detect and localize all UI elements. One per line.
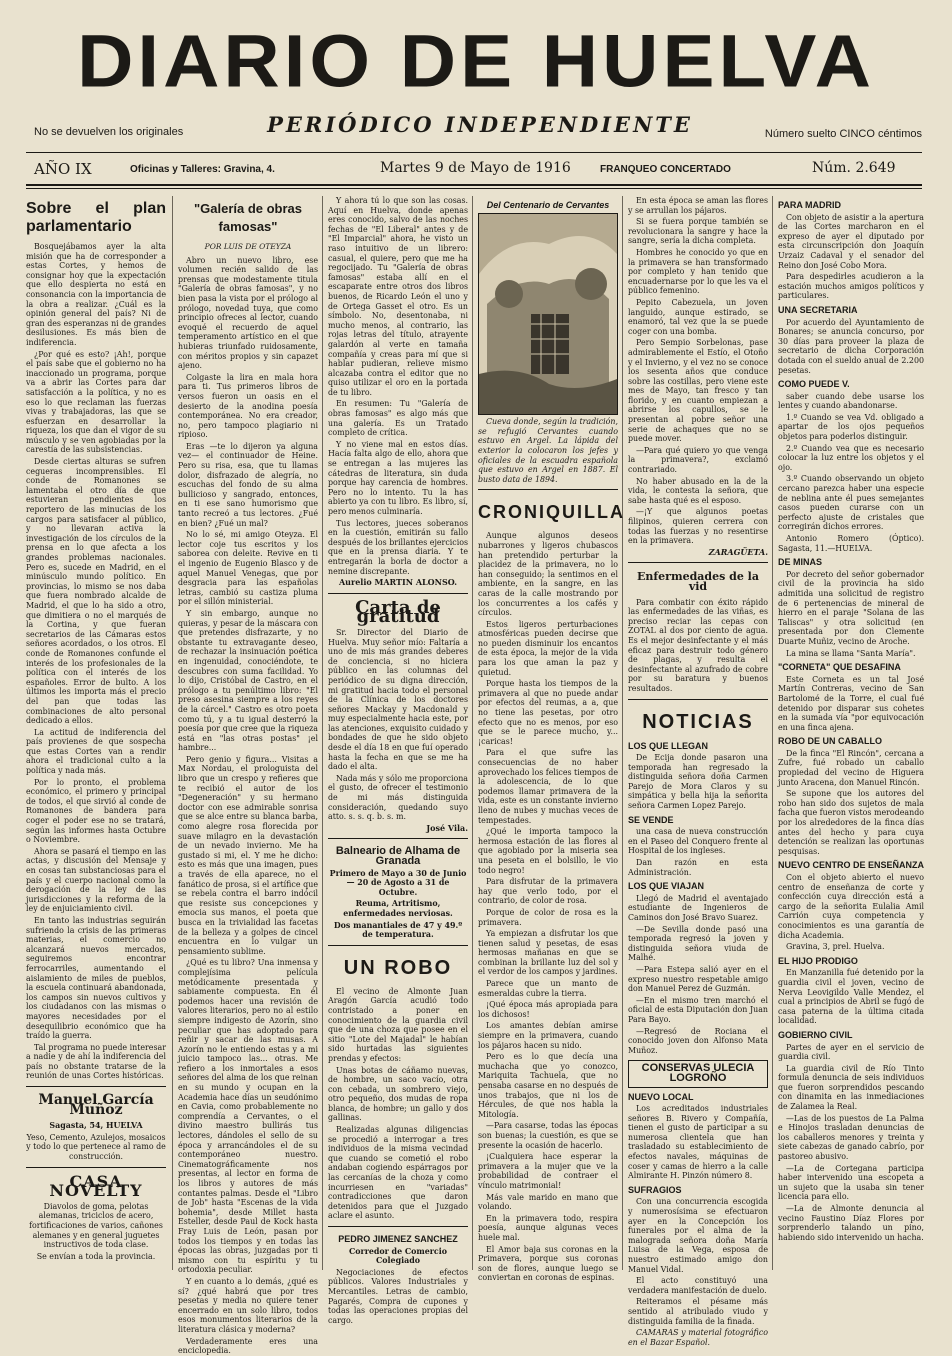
- paragraph: Se supone que los autores del robo han sido dos sujetos de mala facha que fueron vistos merodeando por los alrededores de la finca días antes del hecho y para cuya detención se realizan las oportunas pesquisas.: [778, 789, 924, 856]
- advert-subtitle: Corredor de Comercio Colegiado: [349, 1246, 447, 1266]
- column-6: [778, 196, 924, 1274]
- paragraph: Eras —te lo dijeron ya alguna vez— el continuador de Heine. Pero su risa, esa, que tu llamas dolor, disfrazado de alegría, no escuchas del fondo de su alma bullicioso y sangrado, entonces, en ti ese sano humorismo que tanto recreó a tus lectores. ¿Fué en bien? ¿Fué un mal?: [178, 441, 318, 528]
- paragraph: saber cuando debe usarse los lentes y cuando abandonarse.: [778, 391, 924, 411]
- paragraph: Gravina, 3, prel. Huelva.: [786, 942, 885, 952]
- paragraph: En resumen: Tu "Galería de obras famosas" es algo más que una galería. Es un Tratado completo de crítica.: [328, 399, 468, 438]
- paragraph: Para disfrutar de la primavera hay que verlo todo, por el contrario, de color de rosa.: [478, 877, 618, 906]
- section-title: UN ROBO: [343, 956, 453, 979]
- paragraph: De la finca "El Rincón", cercana a Zufre, fué robado un caballo propiedad del vecino de Higuera junto Aracena, don Manuel Rincón.: [778, 748, 924, 787]
- paragraph: La guardia civil de Río Tinto formula denuncia de seis individuos que fueron sorprendidos pescando con dinamita en las inmediaciones de Zalamea la Real.: [778, 1063, 924, 1112]
- paragraph: CAMARAS y material fotográfico en el Bazar Español.: [628, 1328, 768, 1347]
- paragraph: Con una concurrencia escogida y numerosísima se efectuaron ayer en la Concepción los funerales por el alma de la malograda señora doña María Luisa de la Vega, esposa de nuestro estimado amigo don Manuel Vidal.: [628, 1197, 768, 1274]
- paragraph: —De Sevilla donde pasó una temporada regresó la joven y distinguida señora viuda de Malhé.: [628, 924, 768, 963]
- subheading: LOS QUE VIAJAN: [628, 881, 705, 892]
- paragraph: Realizadas algunas diligencias se procedió a interrogar a tres individuos de la misma vecindad que cuando se cometió el robo andaban cogiendo espárragos por las cercanías de la choza y como incurriesen en "variadas" contradicciones que daron detenidos para que el Juzgado aclare el asunto.: [328, 1125, 468, 1221]
- advert-body: Dos manantiales de 47 y 49.º de temperatura.: [333, 920, 463, 940]
- header-rule-thin: [26, 188, 922, 189]
- paragraph: Porque de color de rosa es la primavera.: [478, 907, 618, 927]
- column-rule: [472, 196, 473, 1270]
- paragraph: —¡Y que algunos poetas filipinos, quieren cerrera con todas las fuerzas y no resentirse en la primavera.: [628, 507, 768, 546]
- paragraph: Para el que sufre las consecuencias de no haber aprovechado los felices tiempos de la adolescencia, de lo que podemos llamar primavera de la vida, este es un constante invierno lleno de nubes y muchas veces de tempestades.: [478, 748, 618, 825]
- paragraph: Y sin embargo, aunque no quieras, y pesar de la máscara con que pretendes disfrazarte, y no obstante tu extravagante deseo, de rechazar la insinuación poética en ingenuidad, conociéndote, te descubres con suma facilidad. Yo lo dijo, Cristóbal de Castro, en el prólogo a tu penúltimo libro: "El preso asesina siempre a los reyes de la cárcel." Castro es otro poeta como tú, y a tu igual desterró la poesía por que cree que la riqueza está en "las otras postas" ¡el hambre...: [178, 608, 318, 753]
- paragraph: Pepito Cabezuela, un joven languido, aunque estirado, se enamoró, tal vez que la se puede coger con una bomba.: [628, 297, 768, 336]
- subheading: LOS QUE LLEGAN: [628, 740, 709, 751]
- issue-number: Núm. 2.649: [812, 160, 896, 176]
- advert-body: Primero de Mayo a 30 de Junio— 20 de Agosto a 31 de Octubre.: [329, 868, 467, 897]
- paragraph: Reiteramos el pésame más sentido al atribulado viudo y distinguida familia de la finada.: [628, 1297, 768, 1326]
- paragraph: Antonio Romero (Óptico). Sagasta, 11.—HUELVA.: [778, 534, 924, 553]
- paragraph: Pero Sempio Sorbelonas, pase admirablemente el Estío, el Otoño y el Invierno, y el vez no se conoce los sesenta años que conduce sobre las costillas, pero viene este mes de Mayo, tan fresco y tan florido, y en cuanto empiezan a abrirse los capullos, se le presentan al pobre señor una serie de achaques que no se puede mover.: [628, 338, 768, 444]
- paragraph: Verdaderamente eres una enciclopedia.: [178, 1336, 318, 1356]
- advert-body: Yeso, Cemento, Azulejos, mosaicos y todo lo que pertenece al ramo de construcción.: [26, 1132, 166, 1162]
- paragraph: La mina se llama "Santa María".: [786, 648, 916, 658]
- paragraph: Para combatir con éxito rápido las enfermedades de las viñas, es preciso reciar las cepas con ZOTAL al dos por ciento de agua. Es el mejor desinfectante y el más eficaz para destruir todo género de plagas, y resulta el desinfectante al azufrado de cobre por su baratura y buenos resultados.: [628, 597, 768, 693]
- paragraph: Desde ciertas alturas se sufren cegueras incomprensibles. El conde de Romanones se lamentaba el otro día de que estuvieran pendientes los reportero de las minucias de los cargos para satisfacer al público, y no llevaran activa la investigación de los círculos de la prensa en lo que afecta a los grandes problemas nacionales. Pero es, sucede en Madrid, en el minúsculo mundo político. En provincias, lo mismo se nos daba que fuera nombrado alcalde de Madrid, el que lo ha sido a otro, que dimitiera o no el marqués de la Cortina, y que fueran secretarios de las Cámaras estos señores acordados, o los otros. El conde de Romanones confunde el interés de los profesionales de la política con el interés de los españoles. Error de bulto. A los últimos les importa más el precio del pan que todas las combinaciones de alto personal dedicado a ellos.: [26, 457, 166, 726]
- advert-novelty: [26, 1167, 166, 1262]
- advert-balneario: [328, 838, 468, 939]
- paragraph: El Amor baja sus coronas en la Primavera, porque sus coronas son de flores, aunque luego se conviertan en coronas de espinas.: [478, 1244, 618, 1283]
- paragraph: Aunque algunos deseos nubarrones y ligeros chubascos han pretendido perturbar la placidez de la primavera, no lo han conseguido; la sentimos en el ambiente, en la sangre, en las caras de la calle mostrando por los concurrentes a los cafés y círculos.: [478, 531, 618, 618]
- illustration-caption: Cueva donde, según la tradición, se refugió Cervantes cuando estuvo en Argel. La lápida del exterior la colocaron los jefes y oficiales de la escuadra española que estuvo en Argel en 1887. El busto data de 1894.: [478, 417, 618, 484]
- paragraph: ¿Qué le importa tampoco la hermosa estación de las flores al que agobiado por la miseria sea una peseta en el bolsillo, le vio todo negro!: [478, 827, 618, 875]
- noticias-section: [628, 699, 768, 1348]
- column-1: [26, 196, 166, 1274]
- paragraph: Ahora se pasará el tiempo en las actas, y discusión del Mensaje y en cosas tan substanciosas para el país y el cuerpo nacional como la derogación de la ley de las jurisdicciones y la reforma de la ley de enjuiciamiento civil.: [26, 846, 166, 914]
- column-4: [478, 196, 625, 1283]
- paragraph: Hombres he conocido yo que en la primavera se han transformado por completo y han tenido que encuadernarse por lo que les va el público femenino.: [628, 247, 768, 296]
- article-title: "Galería de obras famosas": [193, 201, 303, 234]
- paragraph: Colgaste la lira en mala hora para ti. Tus primeros libros de versos fueron un oasis en el desierto de la anodina poesía contemporánea. No era creador, no, pero tampoco plagiario ni ripioso.: [178, 372, 318, 440]
- paragraph: Los acreditados industriales señores B. Rivero y Compañía, tienen el gusto de participar a su numerosa clientela que han trasladado su establecimiento de efectos navales, máquinas de coser y camas de hierro a la calle Almirante H. Pinzón número 8.: [628, 1104, 768, 1181]
- vid-section: [628, 562, 768, 693]
- paragraph: 2.º Cuando vea que es necesario colocar la luz entre los objetos y el ojo.: [778, 443, 924, 472]
- paragraph: Por acuerdo del Ayuntamiento de Bonares; se anuncia concurso, por 30 días para proveer la plaza de secretario de dicha Corporación dotada con el sueldo anual de 2.200 pesetas.: [778, 317, 924, 375]
- section-title: Carta de gratitud: [355, 596, 441, 628]
- paragraph: Por lo pronto, el problema económico, el primero y principal de todos, el que sirvió al conde de Romanones de bandera para coger el poder ese no se tratará, según las informes hasta Octubre o Noviembre.: [26, 777, 166, 845]
- paragraph: No lo sé, mi amigo Oteyza. El lector coje tus escritos y los saborea con deleite. Revive en ti el ingenio de Eugenio Blasco y de aquel Manuel Venegas, que por desgracia para las españolas letras, cambió su castiza pluma por el sillón ministerial.: [178, 530, 318, 607]
- masthead-subtitle: PERIÓDICO INDEPENDIENTE: [267, 112, 693, 137]
- letter-section: [328, 593, 468, 834]
- paragraph: Este Corneta es un tal José Martín Contreras, vecino de San Bartolomé de la Torre, el cual fué detenido por disparar sus cohetes en la sumada vía "por equivocación en una finca ajena.: [778, 674, 924, 732]
- paragraph: Parece que un manto de esmeraldas cubre la tierra.: [478, 979, 618, 998]
- paragraph: ¿Qué es tu libro? Una inmensa y complejísima película metódicamente presentada y sabiamente compuesta. En él podemos hacer una revisión de valores literarios, pero no al estilo siempre indigesto de Azorín, sino peculiar que has adoptado para reñir y sacar de las musas. A Azorín no le entiendo estas y a mi juicio tampoco las... otras. Me refiero a los inmortales a esos señores del alma de los que reinan en su mundo y ocupan en la Academia hace días un seudónimo en Cavia, como probablemente no comprendía a Cervantes, o el divino maestro bullirás tus lectores, dándoles el sello de su época y arrancándoles el de su contemporáneo nuestro. Cinematográficamente nos presentas, al lector en forma de los libros y autores de más contantes palmas. Desde el "Libro de Job" hasta "Escenas de la vida bohemia", desde Millet hasta Esteller, desde Paul de Kock hasta Fray Luis de León, pasan por todos los tiempos y en todas las épocas las obras, juzgadas por ti mismo con tu espíritu y tu ortodoxia peculiar.: [178, 958, 318, 1275]
- advert-foot: Se envían a toda la provincia.: [36, 1251, 156, 1261]
- paragraph: Partes de ayer en el servicio de guardia civil.: [778, 1042, 924, 1062]
- masthead-title: DIARIO DE HUELVA: [77, 19, 875, 103]
- advert-title: Manuel García Muñoz: [38, 1092, 154, 1118]
- paragraph: Pero es lo que decía una muchacha que yo conozco, Mariquita Tachuela, que no pensaba casarse en no después de unos trabajos, que ni los de Hércules, de que nos habla la Mitología.: [478, 1052, 618, 1119]
- advert-body: Negociaciones de efectos públicos. Valores Industriales y Mercantiles. Letras de cambio, Pagarés, Compra de cupones y todas las operaciones propias del cargo.: [328, 1267, 468, 1325]
- advert-title: CASA NOVELTY: [49, 1171, 143, 1201]
- croniquilla-section: [478, 489, 625, 1283]
- article-title: Sobre el plan parlamentario: [26, 200, 166, 235]
- advert-title: PEDRO JIMENEZ SANCHEZ: [338, 1234, 458, 1244]
- section-title: CRONIQUILLA: [478, 502, 625, 523]
- dateline: [0, 158, 952, 180]
- subheading: "CORNETA" QUE DESAFINA: [778, 662, 901, 673]
- paragraph: En Manzanilla fué detenido por la guardia civil el joven, vecino de Nerva Leovigildo Valle Mendez, el cual a principios de Abril se fugó de casa paterna de la última citada localidad.: [778, 968, 924, 1026]
- advert-body: Diavolos de goma, pelotas alemanas, triciclos de acero, fortificaciones de varios, cañones alemanes y en general juguetes instructivos de toda clase.: [29, 1201, 163, 1250]
- cervantes-cave-illustration: [478, 213, 618, 415]
- paragraph: Llegó de Madrid el aventajado estudiante de Ingenieros de Caminos don José Bravo Suarez.: [628, 893, 768, 922]
- column-rule: [622, 196, 623, 1270]
- paragraph: —Para qué quiero yo que venga la primavera?, exclamó contrariado.: [628, 445, 768, 475]
- subheading: PARA MADRID: [778, 200, 841, 210]
- subheading: COMO PUEDE V.: [778, 379, 850, 390]
- subheading: UNA SECRETARIA: [778, 304, 858, 315]
- paragraph: De Ecija donde pasaron una temporada han regresado la distinguida señora doña Carmen Parejo de Mora Claros y su simpática y bella hija la señorita señora Carmen Lopez Parejo.: [628, 753, 768, 811]
- paragraph: Para despedirles acudieron a la estación muchos amigos políticos y particulares.: [778, 272, 924, 301]
- paragraph: Si se fuera porque también se revolucionara la sangre y hace la sangre, sería la dicha completa.: [628, 217, 768, 246]
- robbery-section: [328, 945, 468, 1221]
- paragraph: Y en cuanto a lo demás, ¿qué es sí? ¿qué habrá que por tres pesetas y media no quiere tener encerrado en un solo libro, todos esos monumentos literarios de la literatura clásica y moderna?: [178, 1276, 318, 1334]
- section-title: Enfermedades de la vid: [637, 570, 759, 593]
- signature: ZARAGÜETA.: [708, 546, 768, 557]
- paragraph: Abro un nuevo libro, ese volumen recién salido de las prensas que modestamente titula "Galería de obras famosas", y no bien pasa la vista por el prólogo al prólogo, novedad tuya, que como principio ofreces al lector, cuando evoqué el recuerdo de aquel temperamento artístico en el que hubieras triunfado ruidosamente, con méritos propios y sin capazet ajeno.: [178, 255, 318, 371]
- paragraph: En la primavera todo, respira poesía, aunque algunas veces huele mal.: [478, 1213, 618, 1242]
- paragraph: Y no viene mal en estos días. Hacía falta algo de ello, ahora que se entregan a las mujeres las cátedras de literatura, sin duda porque hay carencia de hombres. Pero no lo intento. Tu la has abierto ya con tu libro. Es libro, sí, pero menos culminaría.: [328, 439, 468, 516]
- paragraph: Estos ligeros perturbaciones atmosféricas pueden decirse que no pueden disminuir los encantos de esta época, la mejor de la vida para los que aman la paz y quietud.: [478, 619, 618, 677]
- paragraph: Ya empiezan a disfrutar los que tienen salud y pesetas, de esas hermosas mañanas en que se combinan la brillante luz del sol y el verdor de los campos y jardines.: [478, 929, 618, 977]
- paragraph: Con objeto de asistir a la apertura de las Cortes marcharon en el expreso de ayer el diputado por esta circunscripción don Joaquín Urzaiz Cadaval y el senador del Reino don José Cobo Mora.: [778, 212, 924, 270]
- subheading: NUEVO CENTRO DE ENSEÑANZA: [778, 860, 925, 871]
- paragraph: —En el mismo tren marchó el oficial de esta Diputación don Juan Para Bayo.: [628, 995, 768, 1024]
- advert-jimenez: [328, 1226, 468, 1325]
- subheading: SE VENDE: [628, 814, 674, 825]
- column-rule: [322, 196, 323, 1270]
- paragraph: Porque hasta los tiempos de la primavera al que no puede andar por efectos del reumas, a a, que no tiene las pesetas, por otro efecto que no es menos, por eso que se le parece mucho, y... ¡caricas!: [478, 679, 618, 746]
- paragraph: —Las de los puestos de La Palma e Hinojos trasladan denuncias de los caballeros menores y treinta y siete cabezas de ganado cabrío, por pastoreo abusivo.: [778, 1113, 924, 1162]
- subheading: DE MINAS: [778, 557, 823, 568]
- paragraph: Con el objeto abierto el nuevo centro de enseñanza de corte y confección cuya dirección está a cargo de la señorita Eulalia Amil Carrión cuya competencia y conocimientos es una garantía de dicha Academia.: [778, 873, 924, 940]
- byline: POR LUIS DE OTEYZA: [204, 242, 292, 251]
- advert-ulecia: CONSERVAS ULECIA LOGROÑO: [628, 1060, 768, 1087]
- column-rule: [172, 196, 173, 1270]
- section-title: NOTICIAS: [642, 710, 754, 733]
- paragraph: En esta época se aman las flores y se arrullan los pájaros.: [628, 196, 768, 215]
- paragraph: 3.º Cuando observando un objeto cercano parezca haber una especie de neblina ante él pues semejantes casos pueden curarse con un perfecto ajuste de cristales que corregirán dichos errores.: [778, 474, 924, 532]
- top-rule: [26, 152, 922, 153]
- header-rule: [26, 184, 922, 186]
- subheading: EL HIJO PRODIGO: [778, 955, 858, 966]
- paragraph: Por decreto del señor gobernador civil de la provincia ha sido admitida una solicitud de registro de 6 pertenencias de mineral de hierro en el paraje "Solana de las Taliscas" y otra solicitud (en presentada por don Clemente Duarte Muñiz, vecino de Aroche.: [778, 569, 924, 646]
- paragraph: Más vale marido en mano que volando.: [478, 1192, 618, 1212]
- column-2: [178, 196, 318, 1356]
- paragraph: ¡Cualquiera hace esperar la primavera a la mujer que ve la probabilidad de contraer el vínculo matrimonial!: [478, 1152, 618, 1190]
- paragraph: El acto constituyó una verdadera manifestación de duelo.: [628, 1276, 768, 1295]
- paragraph: Nada más y sólo me proporciona el gusto, de ofrecer el testimonio de mi más distinguida consideración, quedando suyo atto. s. s. q. b. s. m.: [328, 773, 468, 822]
- date-label: Martes 9 de Mayo de 1916: [380, 160, 571, 176]
- paragraph: El vecino de Almonte Juan Aragón García acudió todo contristado a poner en conocimiento de la guardia civil que de una choza que posee en el sitio "Lote del Majadal" le habían sido hurtadas las siguientes prendas y efectos:: [328, 986, 468, 1063]
- column-3: [328, 196, 469, 1325]
- paragraph: —La de Almonte denuncia al vecino Faustino Díaz Flores por sorprenderlo talando un pino, habiendo sido intervenido un hacha.: [778, 1204, 924, 1242]
- column-5: [628, 196, 768, 1347]
- advert-garcia: [26, 1086, 166, 1162]
- paragraph: Pero genio y figura... Visitas a Max Nordau, el prologuista del libro que un crespo y refieres que te recibió el autor de los "Degeneración" y su hermano doctor con ese admirable sonrisa que se alce entre su blanca barba, como alegre rosa florecida por suave milagro en la devastación de un nevado invierno. Me ha gustado si mi, el. Y me he dicho: esto es más que una imagen, pues a través de ella aparece, no el fanático de prosa, si el artífice que se rebela contra el barro indócil que resiste sus concepciones y emocia sus manos, el poeta que busca en la trivialidad las facetas de la belleza y a golpes de cincel encuentra en lo vulgar un pensamiento sublime.: [178, 754, 318, 956]
- paragraph: ¡Qué época más apropiada para los dichosos!: [478, 1000, 618, 1019]
- paragraph: una casa de nueva construcción en el Paseo del Conquero frente al Hospital de los ingleses.: [628, 827, 768, 856]
- postage-label: FRANQUEO CONCERTADO: [600, 164, 731, 175]
- paragraph: Sr. Director del Diario de Huelva. Muy señor mío: Faltaría a uno de mis más grandes deberes de conciencia, si no hiciera público en las columnas del periódico de su digna dirección, mi gratitud hacia todo el personal de la Clínica de los doctores señores Mackay y Macdonald y muy especialmente hacia este, por las atenciones, exquisito cuidado y bondades de que he sido objeto desde el día 18 en que fuí operado hasta la fecha en que se me ha dado el alta.: [328, 627, 468, 772]
- paragraph: Los amantes debían amirse siempre en la primavera, cuando los pájaros hacen su nido.: [478, 1021, 618, 1050]
- year-label: AÑO IX: [34, 160, 92, 178]
- offices-label: Oficinas y Talleres: Gravina, 4.: [130, 164, 275, 175]
- paragraph: 1.º Cuando se vea Vd. obligado a apartar de los ojos pequeños objetos para poderlos distinguir.: [778, 412, 924, 442]
- paragraph: Unas botas de cáñamo nuevas, de hombre, un saco vacío, otra con cebada, un sombrero viejo, otro pequeño, dos mudas de ropa blanca, de hombre; un gallo y dos gallinas.: [328, 1065, 468, 1123]
- paragraph: Tus lectores, jueces soberanos en la cuestión, emitirán su fallo después de los brillantes ejercicios que en la prensa diaria. Y te entregarán la borla de doctor a nemine discrepante.: [328, 518, 469, 576]
- subheading: SUFRAGIOS: [628, 1184, 682, 1195]
- paragraph: —Regresó de Rociana el conocido joven don Alfonso Mata Muñoz.: [628, 1026, 768, 1055]
- advert-address: Sagasta, 54, HUELVA: [49, 1121, 143, 1131]
- advert-title: Balneario de Alhama de Granada: [335, 845, 461, 867]
- paragraph: Dan razón en esta Administración.: [628, 858, 768, 877]
- subheading: ROBO DE UN CABALLO: [778, 736, 882, 747]
- left-note: No se devuelven los originales: [34, 126, 184, 138]
- signature: José Vila.: [426, 822, 468, 833]
- paragraph: En tanto las industrias seguirán sufriendo la crisis de las primeras materias, el comercio no alcanzará nuevos mercados, seguiremos encontrar ferrocarriles, aumentando el aislamiento de miles de pueblos, la escuela continuará abandonada, los campos sin nuevos cultivos y los ciudadanos con las mismas o mayores necesidades por el desequilibrio económico que ha traído la guerra.: [26, 915, 166, 1041]
- subheading: GOBIERNO CIVIL: [778, 1029, 853, 1040]
- signature: Aurelio MARTIN ALONSO.: [338, 577, 458, 588]
- subheading: NUEVO LOCAL: [628, 1091, 694, 1102]
- paragraph: Bosquejábamos ayer la alta misión que ha de corresponder a estas Cortes, y hemos de consignar hoy que la expectación que ello despierta no está en consonancia con la importancia de la obra a realizar. ¿Cuál es la opinión general del país? Ni de gran des esperanzas ni de grandes desilusiones. Es más bien de indiferencia.: [26, 242, 166, 347]
- paragraph: Y ahora tú lo que son las cosas. Aquí en Huelva, donde apenas eres conocido, salvo de las noches fechas de "El Liberal" antes y de "El Imparcial" ahora, he visto un raso intuitivo de un librero: casual, el quiere, pero que me ha regocijado. Tu "Galería de obras famosas" estaba allí en el escaparate entre otros dos libros buenos, de Ricardo León el uno y de Ortega Gasset el otro. Es un símbolo. No, desentonaba, ni mucho menos, al contrario, las rojas letras del título, atrayente galardón al verte en tamaña compañía y creas para mí que si hablar pudieran, relieve mismo alcazaba contra el editor que no quiso utilizar el oro en la portada de tu libro.: [328, 196, 468, 397]
- paragraph: —La de Cortegana participa haber intervenido una escopeta a un sujeto que la usaba sin tener licencia para ello.: [778, 1163, 924, 1202]
- right-note: Número suelto CINCO céntimos: [764, 128, 922, 140]
- paragraph: ¿Por qué es esto? ¡Ah!, porque el país sabe que el gobierno no ha inaccionado un programa, porque va a abrir las Cortes para dar satisfacción a la política, y no es eso lo que reclaman las fuerzas vivas y trabajadoras, las que se esfuerzan en desarrollar la riqueza, los que dan el vigor de su músculo y se ven agobiadas por la carestía de las subsistencias.: [26, 349, 166, 455]
- paragraph: —Para Estepa salió ayer en el expreso nuestro respetable amigo don Manuel Perez de Guzmán.: [628, 964, 768, 994]
- paragraph: La actitud de indiferencia del país provienes de que sospecha que estas Cortes van a rendir ahora el tradicional culto a la política y nada más.: [26, 727, 166, 776]
- column-rule: [772, 196, 773, 1270]
- advert-body: Reuma, Artritismo, enfermedades nerviosas.: [343, 899, 453, 918]
- paragraph: No haber abusado en la de la vida, le contesta la señora, que sabe hasta qué es el esposo.: [628, 476, 768, 505]
- paragraph: Tal programa no puede interesar a nadie y de ahí la indiferencia del país no obstante tratarse de la reunión de unas Cortes históricas.: [26, 1042, 166, 1081]
- paragraph: —Para casarse, todas las épocas son buenas; la cuestión, es que se presente la ocasión de hacerlo.: [478, 1121, 618, 1150]
- illustration-heading: Del Centenario de Cervantes: [486, 200, 610, 210]
